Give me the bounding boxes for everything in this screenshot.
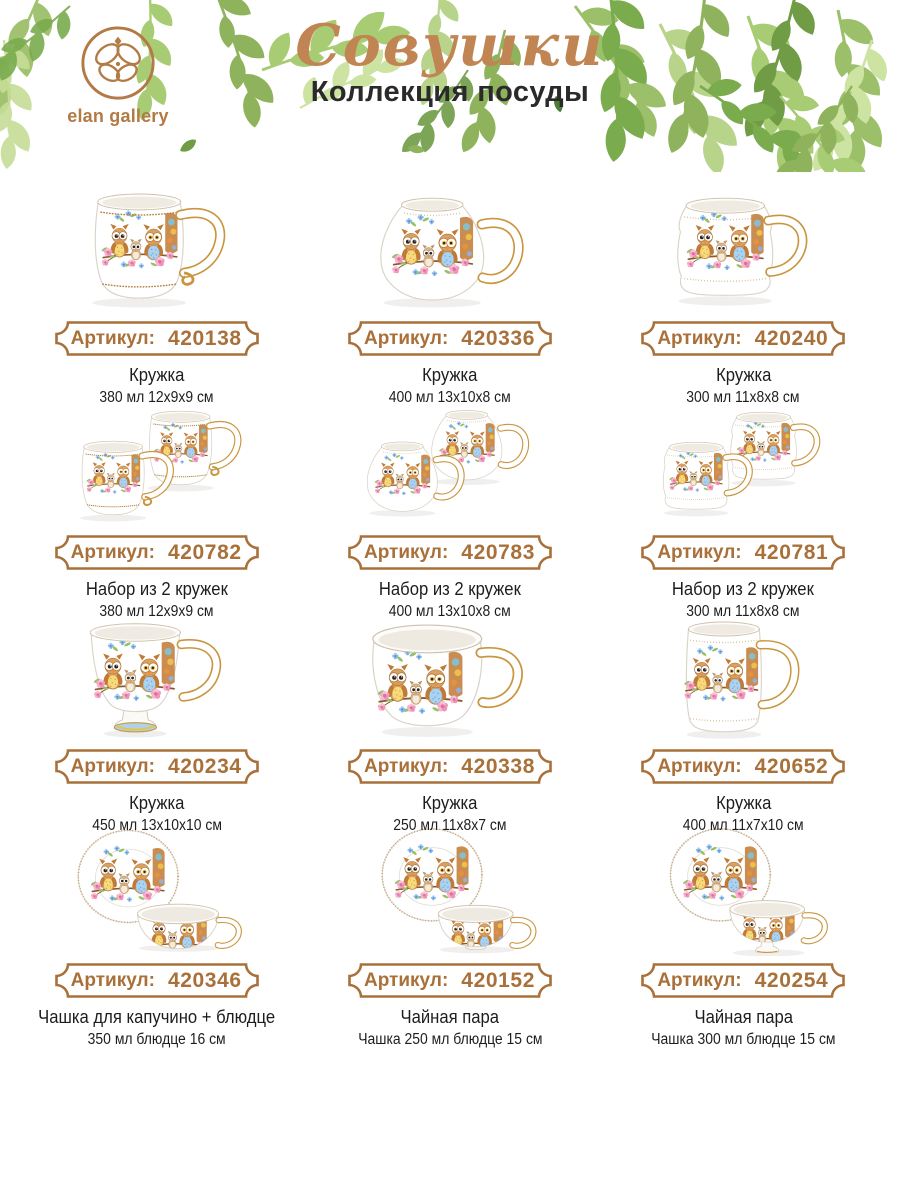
article-number: 420783	[461, 540, 535, 564]
product-name: Кружка	[422, 792, 478, 813]
product-photo-mug-set	[597, 398, 890, 528]
article-number: 420240	[754, 326, 829, 350]
product-name: Кружка	[715, 792, 771, 813]
article-number: 420346	[167, 968, 242, 992]
article-badge	[347, 748, 553, 785]
article-badge	[640, 320, 846, 357]
product-card	[10, 184, 303, 406]
product-name: Кружка	[128, 364, 185, 385]
article-badge	[54, 320, 260, 357]
product-name: Набор из 2 кружек	[672, 578, 815, 599]
product-size: Чашка 250 мл блюдце 15 см	[357, 1031, 543, 1048]
collection-subtitle: Коллекция посуды	[310, 76, 590, 109]
product-size: 400 мл 13x10x8 см	[389, 389, 511, 406]
article-label: Артикул:	[70, 755, 155, 777]
product-photo-cup-saucer	[597, 826, 890, 956]
article-badge	[54, 534, 260, 571]
product-card	[597, 826, 890, 1048]
article-badge	[54, 962, 260, 999]
product-name: Набор из 2 кружек	[378, 578, 521, 599]
product-card	[303, 184, 596, 406]
product-name: Чашка для капучино + блюдце	[38, 1006, 276, 1027]
product-name: Чайная пара	[694, 1006, 793, 1027]
product-card	[597, 612, 890, 834]
product-photo-mug	[303, 612, 596, 742]
product-photo-mug-set	[10, 398, 303, 528]
product-photo-mug	[597, 612, 890, 742]
product-size: 250 мл 11x8x7 см	[393, 817, 507, 834]
product-size: 300 мл 11x8x8 см	[686, 389, 800, 406]
product-card	[597, 184, 890, 406]
article-number: 420338	[461, 754, 535, 778]
product-photo-mug	[303, 184, 596, 314]
article-badge	[347, 320, 553, 357]
article-label: Артикул:	[70, 541, 155, 563]
product-size: 350 мл блюдце 16 см	[87, 1031, 226, 1048]
article-badge	[640, 534, 846, 571]
product-card	[597, 398, 890, 620]
article-number: 420782	[167, 540, 242, 564]
header-titles	[240, 12, 660, 109]
product-card	[303, 612, 596, 834]
product-size: Чашка 300 мл блюдце 15 см	[651, 1031, 836, 1048]
product-card	[303, 398, 596, 620]
product-name: Чайная пара	[400, 1006, 500, 1027]
article-number: 420254	[754, 968, 829, 992]
article-badge	[54, 748, 260, 785]
product-size: 380 мл 12x9x9 см	[99, 389, 214, 406]
article-label: Артикул:	[657, 755, 742, 777]
article-number: 420152	[461, 968, 535, 992]
article-badge	[640, 962, 846, 999]
article-badge	[347, 962, 553, 999]
product-photo-mug	[10, 612, 303, 742]
article-label: Артикул:	[70, 969, 155, 991]
product-card	[10, 612, 303, 834]
product-size: 380 мл 12x9x9 см	[99, 603, 214, 620]
product-card	[10, 826, 303, 1048]
product-size: 300 мл 11x8x8 см	[686, 603, 800, 620]
article-label: Артикул:	[363, 969, 449, 991]
product-name: Набор из 2 кружек	[85, 578, 228, 599]
product-photo-mug-set	[303, 398, 596, 528]
article-label: Артикул:	[363, 327, 449, 349]
article-label: Артикул:	[657, 541, 742, 563]
product-size: 450 мл 13x10x10 см	[91, 817, 222, 834]
article-label: Артикул:	[657, 969, 742, 991]
product-photo-mug	[10, 184, 303, 314]
article-label: Артикул:	[363, 755, 449, 777]
product-card	[10, 398, 303, 620]
butterfly-logo-icon	[79, 24, 157, 102]
product-photo-cup-saucer	[303, 826, 596, 956]
header	[0, 0, 900, 172]
article-label: Артикул:	[363, 541, 449, 563]
article-number: 420336	[461, 326, 535, 350]
article-number: 420234	[167, 754, 242, 778]
product-photo-mug	[597, 184, 890, 314]
product-name: Кружка	[715, 364, 771, 385]
product-size: 400 мл 11x7x10 см	[682, 817, 804, 834]
article-number: 420781	[754, 540, 829, 564]
product-photo-cup-saucer	[10, 826, 303, 956]
brand-logo	[56, 24, 180, 127]
product-name: Кружка	[128, 792, 185, 813]
article-number: 420138	[167, 326, 242, 350]
product-name: Кружка	[422, 364, 478, 385]
article-label: Артикул:	[657, 327, 742, 349]
article-badge	[640, 748, 846, 785]
brand-name: elan gallery	[67, 106, 169, 126]
article-badge	[347, 534, 553, 571]
product-grid	[10, 184, 890, 1048]
article-number: 420652	[754, 754, 829, 778]
product-size: 400 мл 13x10x8 см	[389, 603, 511, 620]
collection-title: Совушки	[295, 12, 605, 79]
article-label: Артикул:	[70, 327, 155, 349]
product-card	[303, 826, 596, 1048]
